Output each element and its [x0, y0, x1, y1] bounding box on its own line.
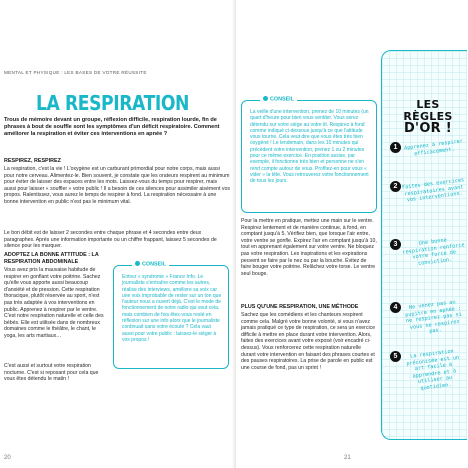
rule-number: 4	[390, 302, 401, 313]
conseil-tag	[260, 96, 297, 103]
lightbulb-icon	[263, 96, 268, 101]
regles-dor-sidebar	[381, 50, 467, 440]
conseil-text-left: Entrez « syndrome » France Info. Le journaliste s'entraîne comme les autres, réalise des interviews, améliore sa voix car une voix improbable de rester sur un ton que l'auteur nous a ouvert déjà. C'est le mode de fonctionnement de notre radio qui veut cela, mais combien de fois êtes-vous resté en réflexion sur une info alors que le journaliste continuait sans votre écoute ? Cela vaut aussi pour votre public : laissez-le siéger à vos propos !	[122, 274, 222, 343]
page-number-right: 21	[344, 455, 351, 461]
sidebar-title-line1: LES RÈGLES	[403, 98, 453, 123]
rule-item	[390, 138, 466, 158]
section-heading-respirez: RESPIREZ, RESPIREZ	[4, 158, 61, 164]
sidebar-title-line2: D'OR !	[403, 121, 453, 136]
rule-item	[390, 348, 466, 392]
rule-text: Une bonne respiration renforce votre force de conviction.	[402, 237, 465, 267]
running-head: MENTAL ET PHYSIQUE : LES BASES DE VOTRE RÉUSSITE	[4, 70, 147, 75]
conseil-tag-label: CONSEIL	[270, 96, 294, 103]
conseil-box-left	[113, 261, 229, 369]
lightbulb-icon	[135, 261, 140, 266]
paragraph-pratique: Pour la mettre en pratique, mettez une main sur le ventre. Respirez lentement et de manière continue, à fond, en comptant jusqu'à 5. Vérifiez bien, que lorsque l'air entre, votre ventre se gonfle. Expirez l'air en comptant jusqu'à 10, tout en apprenant également sur votre ventre. Ne bloquez pas votre respiration. Les inspirations et les expirations peuvent se faire par le nez ou par la bouche. Évitez de faire bouger votre poitrine. Relâchez votre torse. Le ventre seul bouge.	[241, 218, 377, 277]
page-number-left: 20	[4, 455, 11, 461]
conseil-tag-label: CONSEIL	[142, 261, 166, 268]
page-title: LA RESPIRATION	[36, 91, 189, 115]
rule-text: Apprenez à respirer efficacement.	[403, 138, 464, 158]
rule-number: 3	[390, 239, 401, 250]
paragraph-abdominale-2: C'est aussi et surtout votre respiration nocturne. C'est si reposant pour cela que vous êtes détendu le matin !	[4, 363, 99, 383]
intro-paragraph: Trous de mémoire devant un groupe, réflexion difficile, respiration lourde, fin de phrases à bout de souffle sont les symptômes d'un déficit respiratoire. Comment améliorer la respiration et éviter ces interventions en apnée ?	[4, 117, 220, 137]
rule-number: 1	[390, 142, 401, 153]
rule-item	[390, 177, 466, 204]
rule-text: La respiration préconisée est un art facile à apprendre et à utiliser au quotidien.	[406, 348, 460, 392]
conseil-tag	[132, 261, 169, 268]
conseil-text-right: La veille d'une intervention, prenez de 10 minutes (un quart d'heure pour bien vous ventiler. Vous serez détendu sur votre siège au votre lit. Respirez à fond comme indiqué ci-dessous jusqu'à ce que l'attitude vous tourne. Cela veut dire que vous êtes très bien oxygéné ! Le lendemain, dans les 10 minutes qui précèdent votre intervention, prenez 1 ou 2 minutes pour ce même exercice. En position assise, par exemple, il fonctionne très bien et personne ne s'en rend compte autour de vous. Profitez-en pour vous « vider » la tête. Vous retrouverez votre fonctionnement de tous les jours.	[250, 109, 369, 185]
rule-number: 5	[390, 351, 401, 362]
right-page	[236, 0, 468, 468]
section-heading-methode: PLUS QU'UNE RESPIRATION, UNE MÉTHODE	[241, 304, 359, 310]
rule-item	[390, 239, 466, 265]
paragraph-respirez-2: Le bon débit est de laisser 2 secondes entre chaque phrase et 4 secondes entre deux paragraphes. Après une information importante ou un chiffre frappant, laissez 5 secondes de silence pour les marquer.	[4, 230, 217, 250]
rule-number: 2	[390, 181, 401, 192]
rule-text: Faites des exercices respiratoires avant vos interventions.	[401, 177, 465, 204]
rule-item	[390, 299, 466, 336]
section-heading-abdominale: ADOPTEZ LA BONNE ATTITUDE : LA RESPIRATION ABDOMINALE	[4, 252, 99, 265]
rule-text: Ne venez pas au pupitre en apnée : ne respirez pas si vous ne respirez pas.	[404, 299, 463, 336]
paragraph-methode: Sachez que les comédiens et les chanteurs respirent comme cela. Malgré votre bonne volonté, si vous n'avez jamais pratiqué ce type de respiration, ce sera un exercice difficile à mettre en place durant votre intervention. Alors, faites des exercices avant votre exposé (voir encadré ci-dessus). Vous renforcerez cette respiration naturelle durant votre intervention en faisant des phrases courtes et des pauses respiratoires. La prise de parole en public est une course de fond, pas un sprint !	[241, 312, 376, 371]
sidebar-title	[392, 99, 464, 135]
paragraph-abdominale-1: Vous avez pris la mauvaise habitude de respirer en gonflant votre poitrine. Sachez qu'elle vous apporte aussi beaucoup d'anxiété et de pression. Cette respiration thoracique, plutôt réservée au sport, n'est pas très adaptée à vos interventions en public. Apprenez à respirer par le ventre. C'est notre respiration naturelle et celle des bébés. Elle est utilisée dans de nombreux domaines comme le théâtre, le chant, le yoga, les arts martiaux…	[4, 267, 104, 339]
paragraph-respirez-1: La respiration, c'est la vie ! L'oxygène est un carburant primordial pour notre corps, mais aussi pour notre cerveau. Alimentez-le. Bien souvent, je constate que les orateurs respirent au minimum pour éviter de laisser des espaces entre les mots. Laissez-vous du temps pour respirer, mais aussi pour laisser « souffler » votre public ! Il a besoin de ces silences pour assimiler aisément vos propos. Ralentissez, vous aurez le temps de respirer à fond. La respiration nécessaire à une bonne intervention en public n'est pas le minimum vital.	[4, 166, 230, 205]
conseil-box-right	[241, 96, 377, 213]
